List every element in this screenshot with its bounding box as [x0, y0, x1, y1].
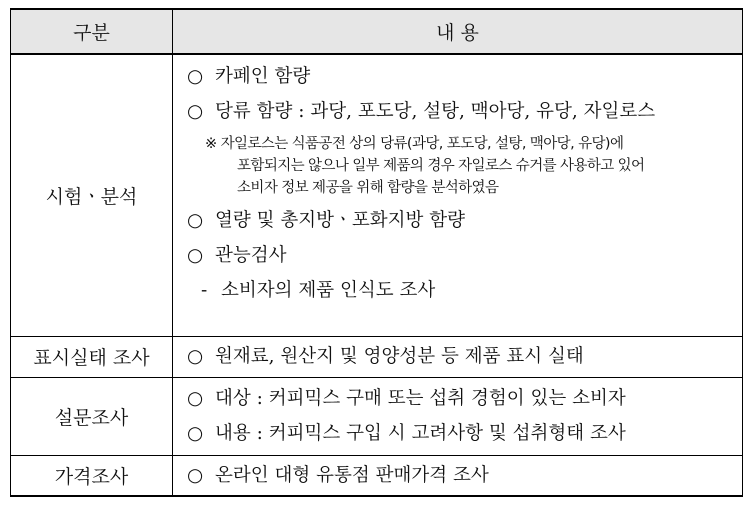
dash-bullet-icon: -: [201, 280, 208, 301]
circle-bullet-icon: ○: [187, 464, 204, 486]
sub-list-item: - 소비자의 제품 인식도 조사: [187, 273, 742, 308]
content-cell: [173, 336, 743, 377]
content-cell: [173, 455, 743, 496]
circle-bullet-icon: ○: [187, 66, 204, 87]
list-item: ○ 대상 : 커피믹스 구매 또는 섭취 경험이 있는 소비자: [187, 381, 742, 416]
circle-bullet-icon: ○: [187, 423, 204, 444]
footnote: ※ 자일로스는 식품공전 상의 당류(과당, 포도당, 설탕, 맥아당, 유당)에 포함되지는 않으나 일부 제품의 경우 자일로스 슈거를 사용하고 있어 소비자 정보 제공을 위해 함량을 분석하였음: [205, 136, 645, 196]
circle-bullet-icon: ○: [187, 388, 204, 409]
table-row-labeling: [11, 336, 743, 377]
circle-bullet-icon: ○: [187, 346, 204, 367]
table-row-survey: [11, 377, 743, 455]
content-cell: [173, 377, 743, 455]
reference-mark-icon: ※: [205, 136, 217, 152]
category-cell: 표시실태 조사: [11, 336, 173, 377]
header-category: 구분: [11, 9, 173, 54]
list-item: ○ 원재료, 원산지 및 영양성분 등 제품 표시 실태: [187, 339, 742, 374]
list-item: ○ 온라인 대형 유통점 판매가격 조사: [187, 458, 742, 493]
list-item: ○ 열량 및 총지방ㆍ포화지방 함량: [187, 203, 742, 238]
category-cell: 시험ㆍ분석: [11, 54, 173, 336]
header-row: [11, 9, 743, 54]
list-item: ○ 카페인 함량: [187, 59, 742, 94]
header-content: 내 용: [173, 9, 743, 54]
list-item: ○ 당류 함량 : 과당, 포도당, 설탕, 맥아당, 유당, 자일로스: [187, 94, 742, 129]
survey-table: [10, 8, 743, 497]
list-item: ○ 관능검사: [187, 238, 742, 273]
table-row-testing: [11, 54, 743, 336]
list-item: ○ 내용 : 커피믹스 구입 시 고려사항 및 섭취형태 조사: [187, 416, 742, 451]
category-cell: 가격조사: [11, 455, 173, 496]
circle-bullet-icon: ○: [187, 101, 204, 122]
category-cell: 설문조사: [11, 377, 173, 455]
circle-bullet-icon: ○: [187, 210, 204, 231]
content-cell: [173, 54, 743, 336]
table-row-price: [11, 455, 743, 496]
circle-bullet-icon: ○: [187, 245, 204, 266]
